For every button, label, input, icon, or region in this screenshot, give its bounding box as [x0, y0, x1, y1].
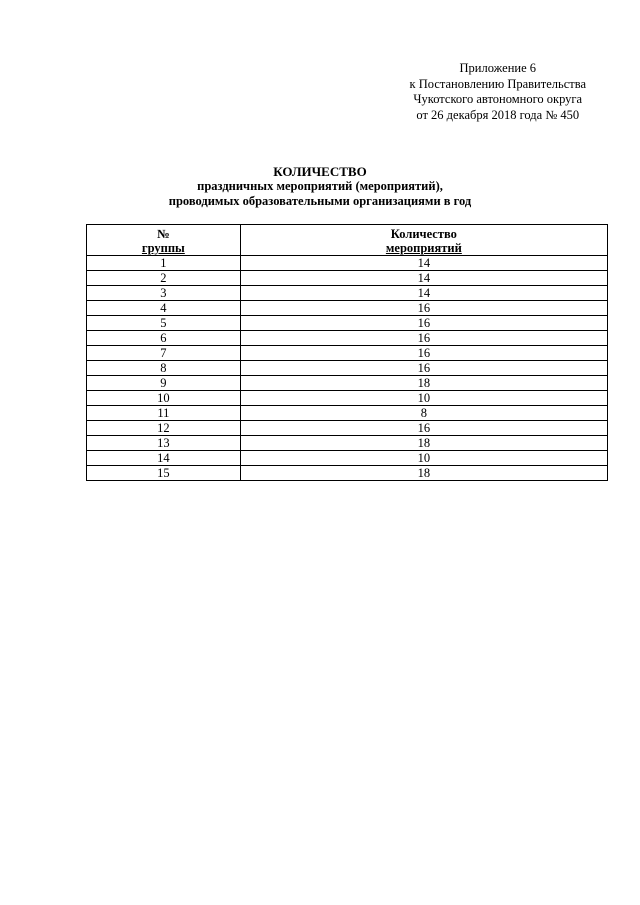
appendix-header	[410, 61, 586, 123]
count-cell: 16	[240, 301, 607, 316]
table-row	[87, 316, 608, 331]
title-subtitle-1: праздничных мероприятий (мероприятий),	[197, 179, 443, 193]
count-cell: 14	[240, 286, 607, 301]
table-row	[87, 376, 608, 391]
group-cell: 2	[87, 271, 241, 286]
count-cell: 10	[240, 391, 607, 406]
table-row	[87, 286, 608, 301]
header-event-count-line2: мероприятий	[385, 241, 462, 255]
header-group-number	[87, 225, 241, 256]
header-group-number-symbol: №	[157, 227, 170, 241]
group-cell: 13	[87, 436, 241, 451]
group-cell: 6	[87, 331, 241, 346]
table-row	[87, 256, 608, 271]
appendix-date: от 26 декабря 2018 года № 450	[416, 107, 580, 122]
appendix-number: Приложение 6	[459, 61, 536, 75]
group-cell: 8	[87, 361, 241, 376]
count-cell: 16	[240, 361, 607, 376]
appendix-region: Чукотского автономного округа	[413, 92, 583, 106]
header-event-count-line1: Количество	[390, 227, 457, 241]
appendix-reference: к Постановлению Правительства	[409, 76, 586, 91]
table-row	[87, 361, 608, 376]
count-cell: 14	[240, 271, 607, 286]
count-cell: 8	[240, 406, 607, 421]
header-group-number-label: группы	[141, 241, 185, 255]
group-cell: 15	[87, 466, 241, 481]
table-header-row	[87, 225, 608, 256]
count-cell: 10	[240, 451, 607, 466]
count-cell: 18	[240, 436, 607, 451]
title-main: КОЛИЧЕСТВО	[273, 164, 367, 179]
table-row	[87, 346, 608, 361]
count-cell: 18	[240, 466, 607, 481]
count-cell: 18	[240, 376, 607, 391]
table-row	[87, 451, 608, 466]
group-cell: 5	[87, 316, 241, 331]
group-cell: 4	[87, 301, 241, 316]
table-body	[87, 256, 608, 481]
document-title	[0, 164, 640, 209]
table-row	[87, 406, 608, 421]
count-cell: 16	[240, 421, 607, 436]
group-cell: 9	[87, 376, 241, 391]
group-cell: 11	[87, 406, 241, 421]
group-cell: 7	[87, 346, 241, 361]
table-row	[87, 301, 608, 316]
table-row	[87, 271, 608, 286]
group-cell: 3	[87, 286, 241, 301]
events-table	[86, 224, 608, 481]
title-subtitle-2: проводимых образовательными организациями в год	[168, 194, 472, 208]
table-row	[87, 466, 608, 481]
header-event-count	[240, 225, 607, 256]
count-cell: 16	[240, 316, 607, 331]
count-cell: 16	[240, 346, 607, 361]
count-cell: 16	[240, 331, 607, 346]
table-row	[87, 421, 608, 436]
group-cell: 1	[87, 256, 241, 271]
count-cell: 14	[240, 256, 607, 271]
group-cell: 10	[87, 391, 241, 406]
table-row	[87, 436, 608, 451]
table-row	[87, 391, 608, 406]
table-row	[87, 331, 608, 346]
group-cell: 14	[87, 451, 241, 466]
group-cell: 12	[87, 421, 241, 436]
